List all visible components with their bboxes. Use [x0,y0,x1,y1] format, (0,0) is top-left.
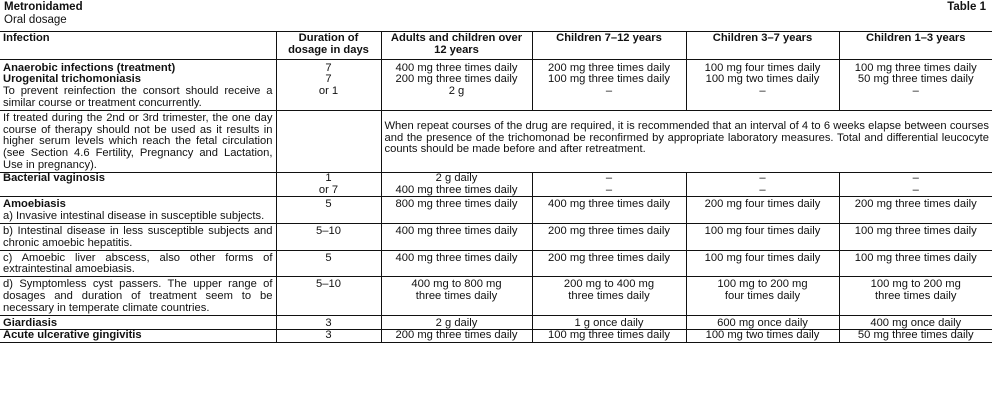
duration-cell [276,110,381,172]
dose-line: 400 mg to 800 mg [411,278,502,291]
dose-cell: 2 g daily [381,315,532,330]
col-header-infection: Infection [0,31,276,59]
col-header-children-3-7: Children 3–7 years [686,31,839,59]
dose-cell: 400 mg three times daily [381,185,532,197]
dose-cell: 100 mg three times daily [532,74,686,86]
dose-cell: 200 mg three times daily [532,223,686,250]
dose-line: 200 mg to 400 mg [563,278,655,291]
dose-cell: 2 g daily [381,172,532,184]
col-header-duration: Duration of dosage in days [276,31,381,59]
dose-cell: 100 mg two times daily [686,74,839,86]
dose-line: 100 mg to 200 mg [870,278,961,291]
dose-cell: – [532,185,686,197]
dose-cell: 100 mg two times daily [686,330,839,343]
table-row [0,330,992,343]
dose-cell: 400 mg three times daily [381,223,532,250]
table-row [0,277,992,315]
dose-line: three times daily [568,289,650,302]
duration-cell: 7 [276,59,381,74]
duration-cell: 5–10 [276,223,381,250]
dose-cell: 200 mg three times daily [532,59,686,74]
dose-cell: – [686,185,839,197]
row-label: Acute ulcerative gingivitis [0,330,276,343]
table-row [0,110,992,172]
dose-cell: 400 mg three times daily [381,250,532,277]
dose-cell: 400 mg three times daily [381,59,532,74]
row-label: To prevent reinfection the consort should receive a similar course or treatment concurrently. [3,85,273,109]
row-label: Bacterial vaginosis [0,172,276,184]
dose-cell: 100 mg three times daily [532,330,686,343]
dosage-table [0,31,992,343]
row-label [0,197,276,224]
row-label: b) Intestinal disease in less susceptible subjects and chronic amoebic hepatitis. [0,223,276,250]
dose-line: three times daily [875,289,957,302]
col-header-children-7-12: Children 7–12 years [532,31,686,59]
duration-cell: 7 [276,74,381,86]
row-label: If treated during the 2nd or 3rd trimester, the one day course of therapy should not be used as it results in higher serum levels which reach the fetal circulation (see Section 4.6 Fertility, Pregnancy and Lactation, Use in pregnancy). [0,110,276,172]
row-label: Giardiasis [0,315,276,330]
duration-cell: 3 [276,315,381,330]
row-label: c) Amoebic liver abscess, also other forms of extraintestinal amoebiasis. [0,250,276,277]
table-row [0,185,992,197]
dose-cell: 400 mg three times daily [532,197,686,224]
dose-line: four times daily [724,289,801,302]
dose-cell: – [532,86,686,110]
dose-cell [839,277,992,315]
table-row [0,172,992,184]
table-row [0,59,992,74]
duration-cell: or 7 [276,185,381,197]
duration-cell: 5 [276,197,381,224]
duration-cell: 5–10 [276,277,381,315]
dose-cell [381,277,532,315]
dose-cell: – [839,172,992,184]
row-label: Urogenital trichomoniasis [3,73,142,86]
table-row [0,197,992,224]
dose-cell: 50 mg three times daily [839,74,992,86]
header-row [0,31,992,59]
duration-cell: or 1 [276,86,381,110]
row-label: d) Symptomless cyst passers. The upper range of dosages and duration of treatment seem to be necessary in temperate climate countries. [0,277,276,315]
dose-cell: 400 mg once daily [839,315,992,330]
dose-cell: – [839,86,992,110]
row-label [0,185,276,197]
dose-cell: 800 mg three times daily [381,197,532,224]
dose-cell [686,277,839,315]
dose-cell: 100 mg four times daily [686,223,839,250]
dose-cell: 1 g once daily [532,315,686,330]
dose-cell: 200 mg three times daily [532,250,686,277]
table-row [0,223,992,250]
dose-cell: 100 mg four times daily [686,59,839,74]
dose-cell: – [686,172,839,184]
dose-cell: 50 mg three times daily [839,330,992,343]
dose-cell: 200 mg three times daily [839,197,992,224]
drug-title: Metronidamed [4,1,83,13]
col-header-children-1-3: Children 1–3 years [839,31,992,59]
dose-cell: 2 g [381,86,532,110]
dose-cell: 200 mg three times daily [381,330,532,343]
table-row [0,250,992,277]
dose-cell: 600 mg once daily [686,315,839,330]
col-header-adults: Adults and children over 12 years [381,31,532,59]
dose-cell: 200 mg four times daily [686,197,839,224]
dose-cell: – [532,172,686,184]
row-label: Anaerobic infections (treatment) [3,61,176,74]
subtitle: Oral dosage [4,14,67,26]
dose-cell [532,277,686,315]
dose-line: 100 mg to 200 mg [717,278,808,291]
dose-cell: 100 mg three times daily [839,223,992,250]
dose-line: three times daily [415,289,498,302]
retreatment-note: When repeat courses of the drug are required, it is recommended that an interval of 4 to 6 weeks elapse between courses and the presence of the trichomonad be reconfirmed by appropriate laboratory measures. Total and differential leucocyte counts should be made before and after retreatment. [381,110,992,172]
duration-cell: 3 [276,330,381,343]
dose-cell: – [839,185,992,197]
duration-cell: 5 [276,250,381,277]
dose-cell: – [686,86,839,110]
table-label: Table 1 [947,1,986,13]
row-label-heading: Amoebiasis [3,198,66,211]
duration-cell: 1 [276,172,381,184]
table-row [0,86,992,110]
dose-cell: 200 mg three times daily [381,74,532,86]
dose-cell: 100 mg three times daily [839,250,992,277]
dose-cell: 100 mg three times daily [839,59,992,74]
row-label-sub: a) Invasive intestinal disease in susceptible subjects. [3,210,265,223]
table-row [0,315,992,330]
dose-cell: 100 mg four times daily [686,250,839,277]
